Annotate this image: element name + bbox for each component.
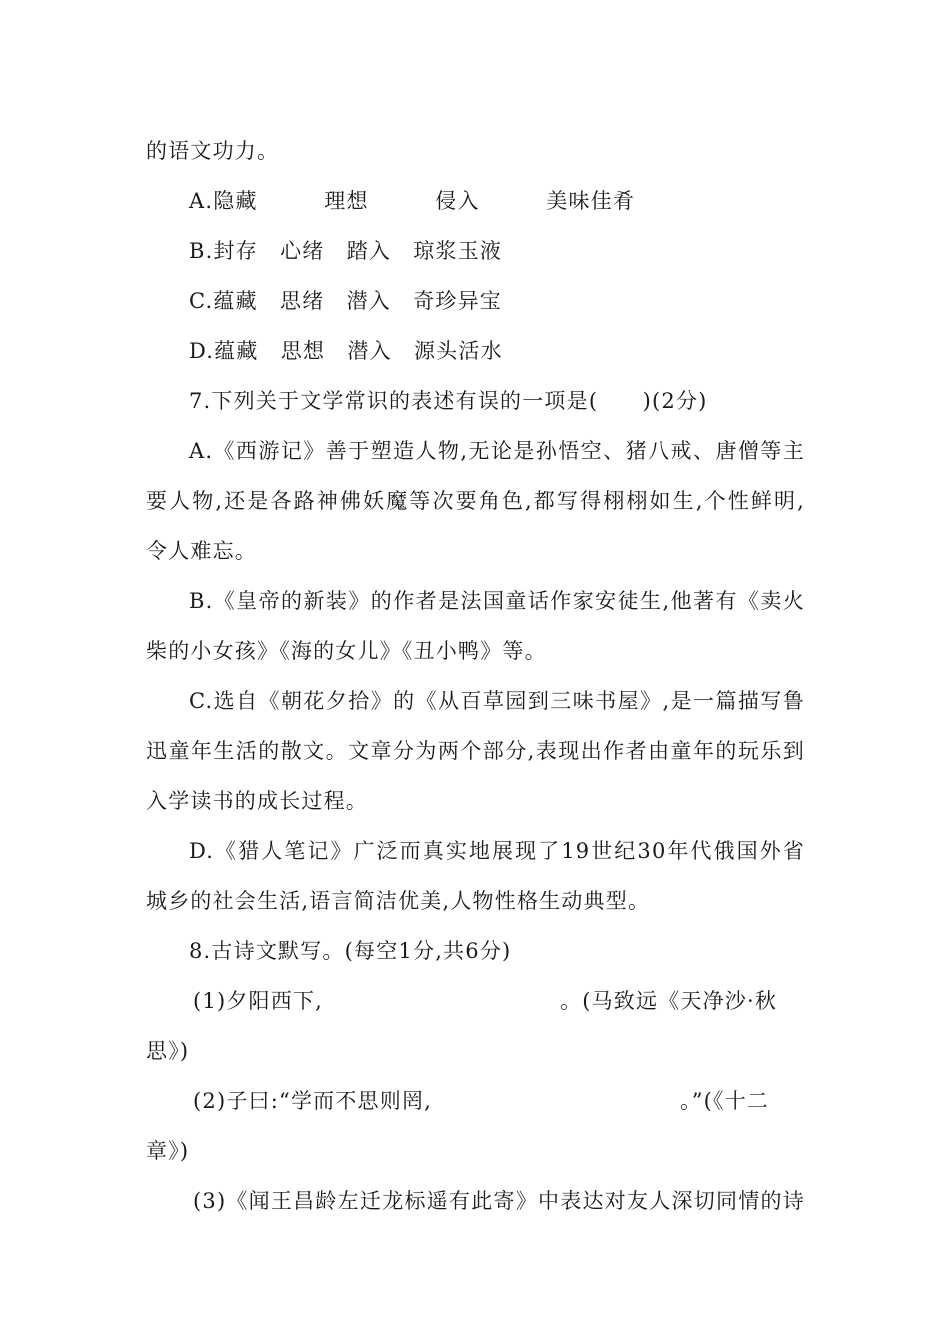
q8-item3-line-1: (3)《闻王昌龄左迁龙标遥有此寄》中表达对友人深切同情的诗 — [193, 1189, 805, 1213]
q7-option-a-line-1: A.《西游记》善于塑造人物,无论是孙悟空、猪八戒、唐僧等主 — [189, 439, 805, 463]
q7-option-a-line-3: 令人难忘。 — [146, 539, 257, 563]
q6-option-c: C.蕴藏 思绪 潜入 奇珍异宝 — [189, 289, 502, 313]
q8-item1-cont: 思》) — [146, 1039, 190, 1063]
q7-option-d-line-2: 城乡的社会生活,语言简洁优美,人物性格生动典型。 — [146, 889, 651, 913]
q7-stem: 7.下列关于文学常识的表述有误的一项是( )(2分) — [189, 389, 708, 413]
q8-item1-tail: 。(马致远《天净沙·秋 — [560, 989, 778, 1013]
q7-option-c-line-2: 迅童年生活的散文。文章分为两个部分,表现出作者由童年的玩乐到 — [146, 739, 805, 763]
q8-item2-cont: 章》) — [146, 1139, 190, 1163]
q7-option-b-line-2: 柴的小女孩》《海的女儿》《丑小鸭》等。 — [146, 639, 547, 663]
q7-option-b-line-1: B.《皇帝的新装》的作者是法国童话作家安徒生,他著有《卖火 — [189, 589, 805, 613]
q6-option-b: B.封存 心绪 踏入 琼浆玉液 — [189, 239, 503, 263]
q8-stem: 8.古诗文默写。(每空1分,共6分) — [189, 939, 512, 963]
q6-tail: 的语文功力。 — [146, 139, 280, 163]
q7-option-a-line-2: 要人物,还是各路神佛妖魔等次要角色,都写得栩栩如生,个性鲜明, — [146, 489, 805, 513]
q7-option-c-line-1: C.选自《朝花夕拾》的《从百草园到三味书屋》,是一篇描写鲁 — [189, 689, 805, 713]
q6-option-d: D.蕴藏 思想 潜入 源头活水 — [189, 339, 503, 363]
q8-item2-tail: 。”(《十二 — [680, 1089, 770, 1113]
q6-option-a: A.隐藏 理想 侵入 美味佳肴 — [189, 189, 636, 213]
q8-item1-lead: (1)夕阳西下, — [193, 989, 324, 1013]
q8-item2-lead: (2)子曰:“学而不思则罔, — [193, 1089, 433, 1113]
q7-option-c-line-3: 入学读书的成长过程。 — [146, 789, 368, 813]
q7-option-d-line-1: D.《猎人笔记》广泛而真实地展现了19世纪30年代俄国外省 — [189, 839, 805, 863]
